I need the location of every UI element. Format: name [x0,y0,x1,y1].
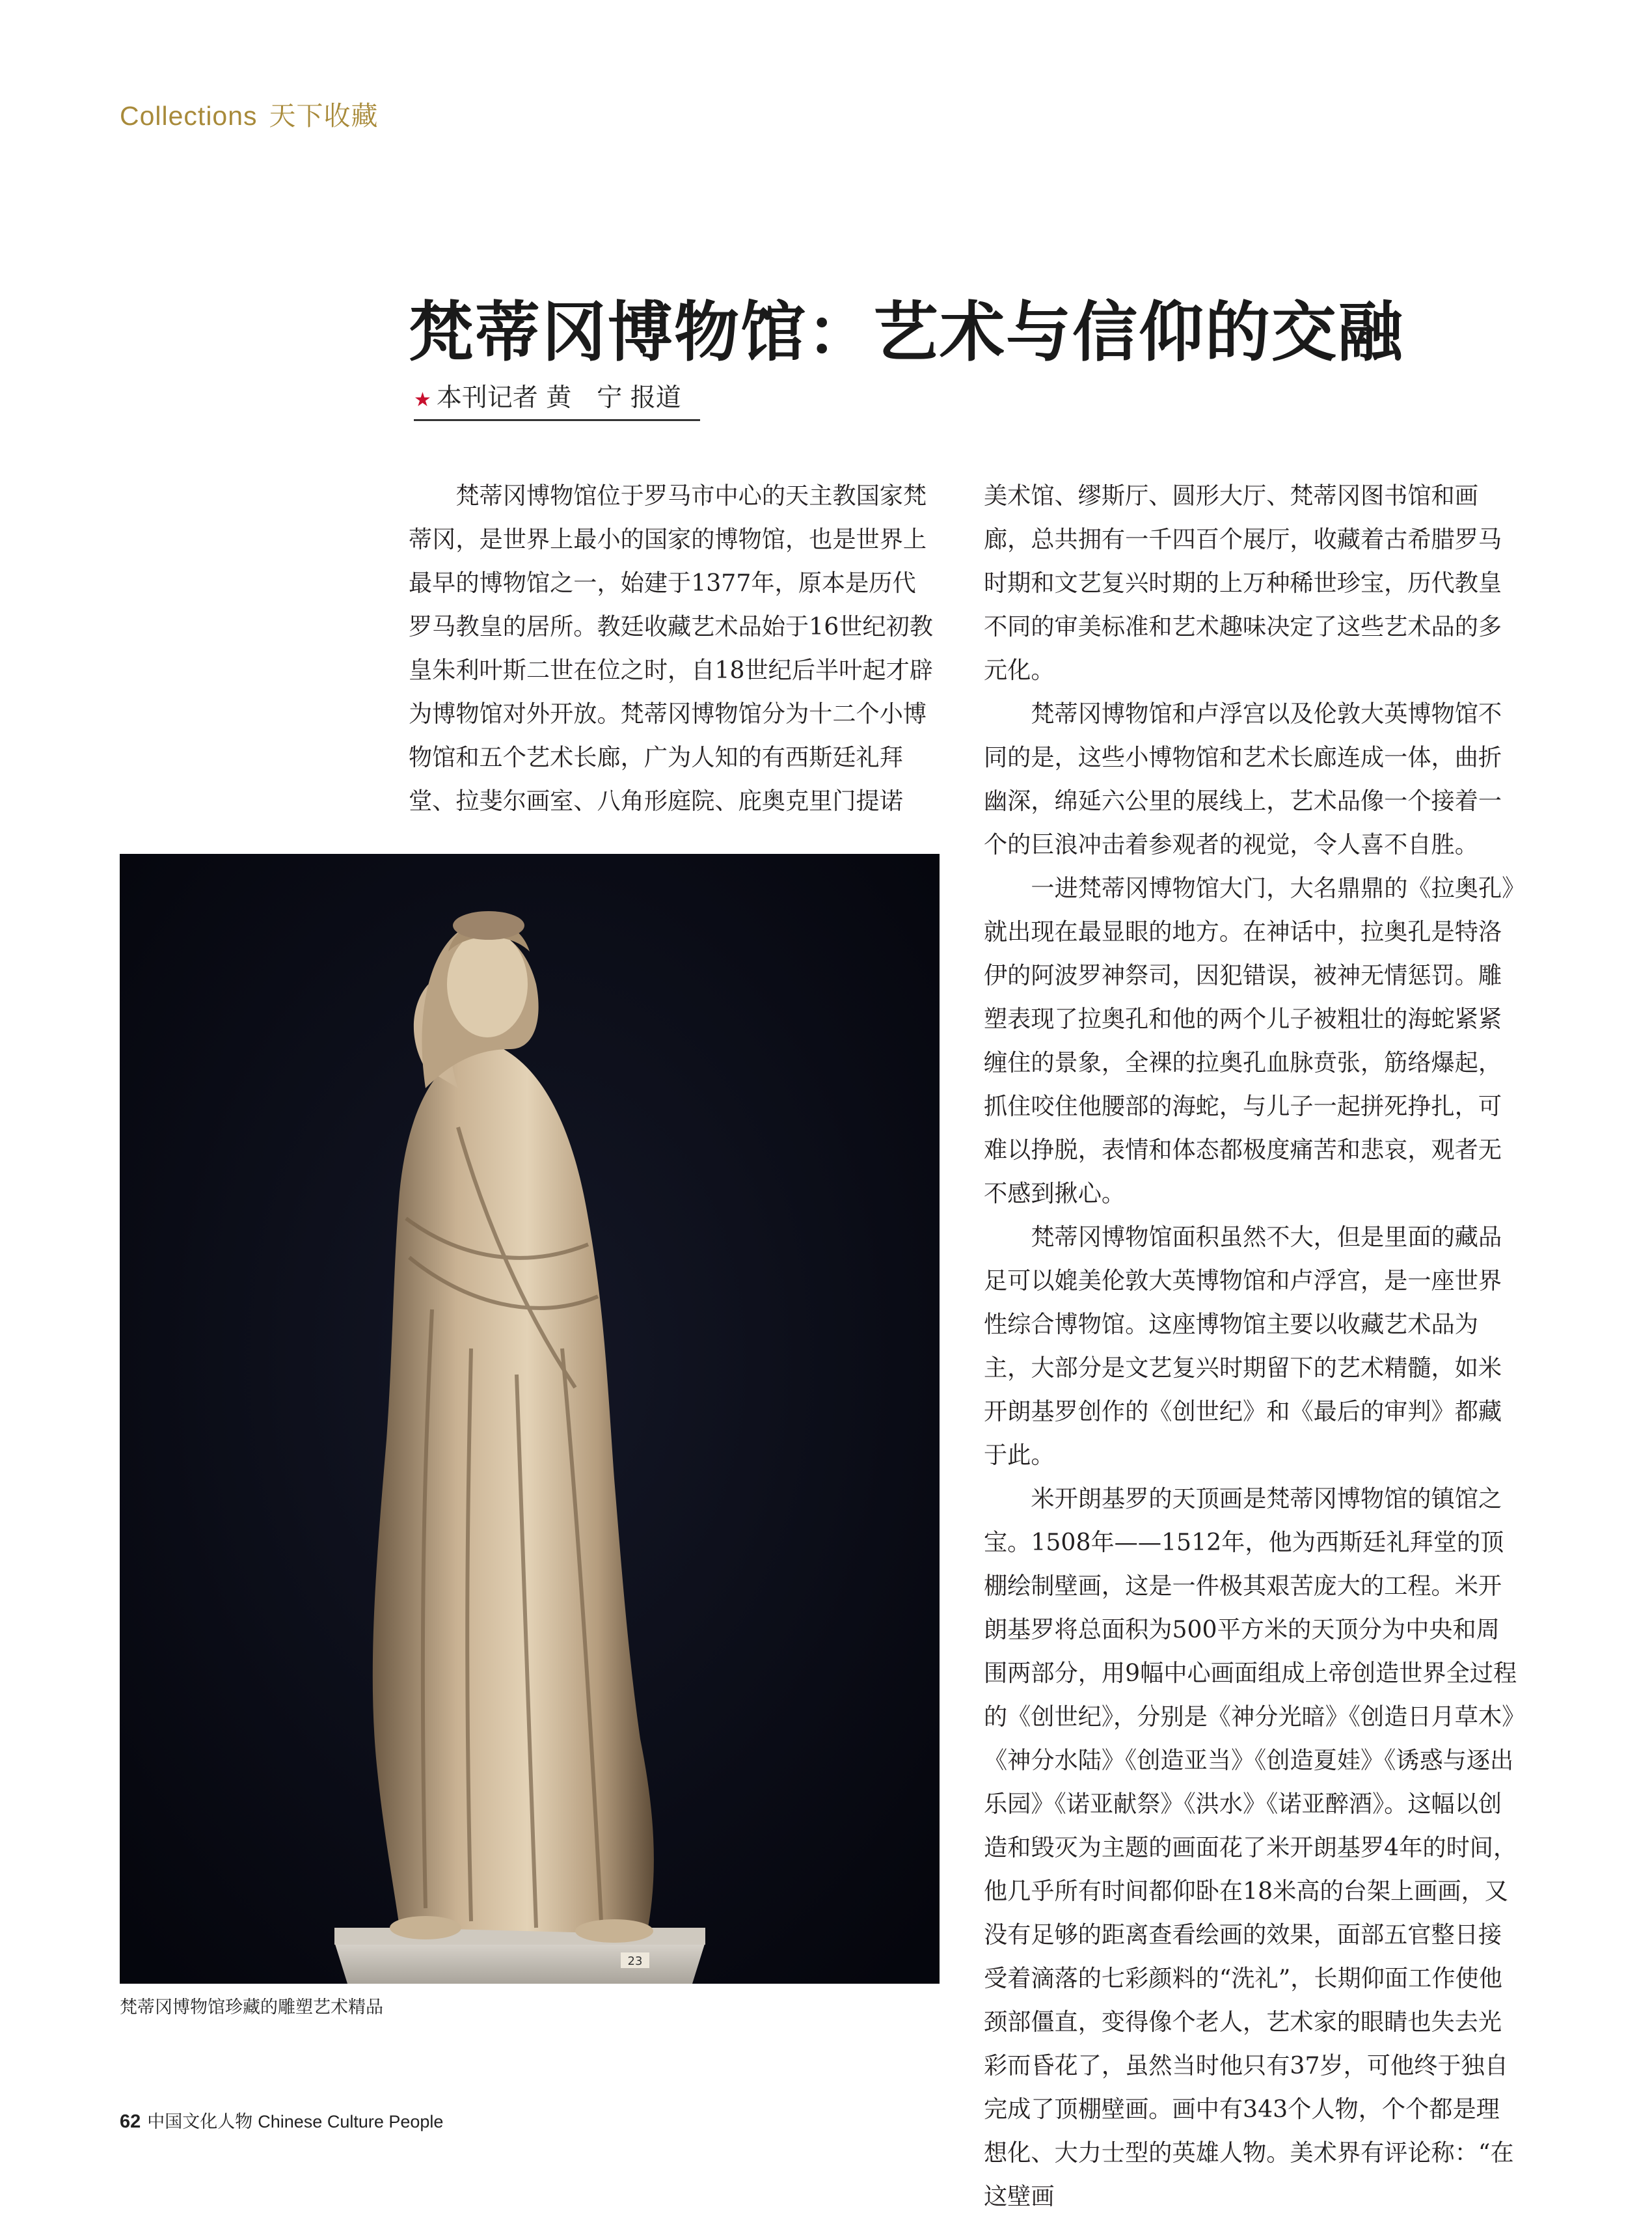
section-label-en: Collections [120,101,258,131]
magazine-name-en: Chinese Culture People [258,2112,444,2131]
star-icon: ★ [414,389,431,411]
magazine-name-zh: 中国文化人物 [147,2112,253,2132]
article-title: 梵蒂冈博物馆：艺术与信仰的交融 [409,294,1404,370]
byline [414,377,700,421]
section-label-zh: 天下收藏 [269,100,379,131]
statue-photo [120,854,940,1984]
plinth-number: 23 [627,1954,643,1968]
byline-text: 本刊记者 黄 宁 报道 [436,383,681,413]
statue-head [447,931,528,1037]
paragraph: 梵蒂冈博物馆和卢浮宫以及伦敦大英博物馆不同的是，这些小博物馆和艺术长廊连成一体，曲折幽深，绵延六公里的展线上，艺术品像一个接着一个的巨浪冲击着参观者的视觉，令人喜不自胜。 [984,700,1502,858]
photo-caption: 梵蒂冈博物馆珍藏的雕塑艺术精品 [120,1997,383,2018]
page-number: 62 [120,2111,141,2132]
paragraph: 梵蒂冈博物馆面积虽然不大，但是里面的藏品足可以媲美伦敦大英博物馆和卢浮宫，是一座世界性综合博物馆。这座博物馆主要以收藏艺术品为主，大部分是文艺复兴时期留下的艺术精髓，如米开朗基罗创作的《创世纪》和《最后的审判》都藏于此。 [984,1223,1502,1469]
page-footer [120,2107,443,2133]
paragraph-continuation: 美术馆、缪斯厅、圆形大厅、梵蒂冈图书馆和画廊，总共拥有一千四百个展厅，收藏着古希腊罗马时期和文艺复兴时期的上万种稀世珍宝，历代教皇不同的审美标准和艺术趣味决定了这些艺术品的多元化。 [984,482,1502,684]
column-1 [409,474,936,823]
section-label [120,94,379,133]
statue-illustration [120,854,940,1984]
paragraph: 梵蒂冈博物馆位于罗马市中心的天主教国家梵蒂冈，是世界上最小的国家的博物馆，也是世界上最早的博物馆之一，始建于1377年，原本是历代罗马教皇的居所。教廷收藏艺术品始于16世纪初教皇朱利叶斯二世在位之时，自18世纪后半叶起才辟为博物馆对外开放。梵蒂冈博物馆分为十二个小博物馆和五个艺术长廊，广为人知的有西斯廷礼拜堂、拉斐尔画室、八角形庭院、庇奥克里门提诺 [409,482,933,815]
paragraph: 米开朗基罗的天顶画是梵蒂冈博物馆的镇馆之宝。1508年——1512年，他为西斯廷礼拜堂的顶棚绘制壁画，这是一件极其艰苦庞大的工程。米开朗基罗将总面积为500平方米的天顶分为中央和周围两部分，用9幅中心画面组成上帝创造世界全过程的《创世纪》，分别是《神分光暗》《创造日月草木》《神分水陆》《创造亚当》《创造夏娃》《诱惑与逐出乐园》《诺亚献祭》《洪水》《诺亚醉酒》。这幅以创造和毁灭为主题的画面花了米开朗基罗4年的时间，他几乎所有时间都仰卧在18米高的台架上画画，又没有足够的距离查看绘画的效果，面部五官整日接受着滴落的七彩颜料的“洗礼”，长期仰面工作使他颈部僵直，变得像个老人，艺术家的眼睛也失去光彩而昏花了，虽然当时他只有37岁，可他终于独自完成了顶棚壁画。画中有343个人物，个个都是理想化、大力士型的英雄人物。美术界有评论称：“在这壁画 [984,1485,1517,2210]
paragraph: 一进梵蒂冈博物馆大门，大名鼎鼎的《拉奥孔》就出现在最显眼的地方。在神话中，拉奥孔是特洛伊的阿波罗神祭司，因犯错误，被神无情惩罚。雕塑表现了拉奥孔和他的两个儿子被粗壮的海蛇紧紧缠住的景象，全裸的拉奥孔血脉贲张，筋络爆起，抓住咬住他腰部的海蛇，与儿子一起拼死挣扎，可难以挣脱，表情和体态都极度痛苦和悲哀，观者无不感到揪心。 [984,874,1514,1207]
column-2 [984,474,1517,2218]
plinth [334,1942,705,1984]
